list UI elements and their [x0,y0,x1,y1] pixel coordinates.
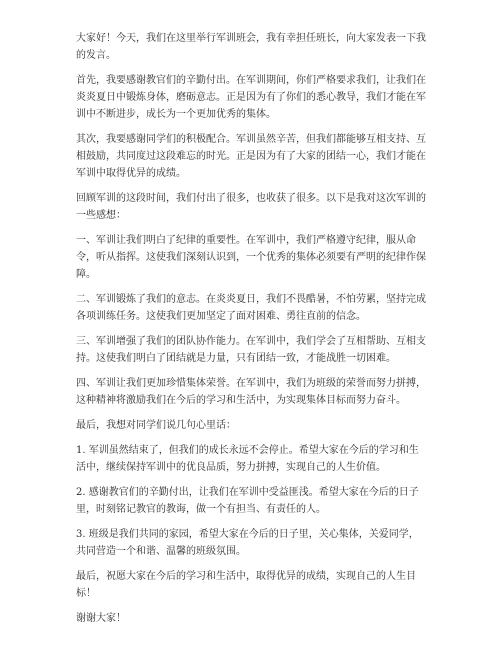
document-body [76,30,428,635]
paragraph-point-3: 三、军训增强了我们的团队协作能力。在军训中，我们学会了互相帮助、互相支持。这使我们明白了团结就是力量，只有团结一致，才能战胜一切困难。 [76,336,426,364]
paragraph-point-4: 四、军训让我们更加珍惜集体荣誉。在军训中，我们为班级的荣誉而努力拼搏，这种精神将激励我们在今后的学习和生活中，为实现集体目标而努力奋斗。 [76,378,426,406]
paragraph-wish-2: 2. 感谢教官们的辛勤付出，让我们在军训中受益匪浅。希望大家在今后的日子里，时刻铭记教官的教诲，做一个有担当、有责任的人。 [76,487,419,515]
paragraph-wish-3: 3. 班级是我们共同的家园，希望大家在今后的日子里，关心集体，关爱同学，共同营造一个和谐、温馨的班级氛围。 [76,529,419,557]
paragraph-point-1: 一、军训让我们明白了纪律的重要性。在军训中，我们严格遵守纪律，服从命令，听从指挥。这使我们深刻认识到，一个优秀的集体必须要有严明的纪律作保障。 [76,235,426,280]
paragraph-review: 回顾军训的这段时间，我们付出了很多，也收获了很多。以下是我对这次军训的一些感想： [76,193,426,221]
paragraph-final-wish: 最后，祝愿大家在今后的学习和生活中，取得优异的成绩，实现自己的人生目标！ [76,571,416,599]
paragraph-greeting: 大家好！今天，我们在这里举行军训班会，我有幸担任班长，向大家发表一下我的发言。 [76,33,426,61]
paragraph-thanks-classmates: 其次，我要感谢同学们的积极配合。军训虽然辛苦，但我们都能够互相支持、互相鼓励，共同度过这段难忘的时光。正是因为有了大家的团结一心，我们才能在军训中取得优异的成绩。 [76,134,426,179]
paragraph-wish-1: 1. 军训虽然结束了，但我们的成长永远不会停止。希望大家在今后的学习和生活中，继续保持军训中的优良品质，努力拼搏，实现自己的人生价值。 [76,445,419,473]
paragraph-closing-intro: 最后，我想对同学们说几句心里话： [76,420,236,431]
paragraph-thanks-instructors: 首先，我要感谢教官们的辛勤付出。在军训期间，你们严格要求我们，让我们在炎炎夏日中锻炼身体，磨砺意志。正是因为有了你们的悉心教导，我们才能在军训中不断进步，成长为一个更加优秀的集体。 [76,75,426,120]
paragraph-point-2: 二、军训锻炼了我们的意志。在炎炎夏日，我们不畏酷暑，不怕劳累，坚持完成各项训练任务。这使我们更加坚定了面对困难、勇往直前的信念。 [76,294,426,322]
paragraph-thank-you: 谢谢大家！ [76,613,126,624]
